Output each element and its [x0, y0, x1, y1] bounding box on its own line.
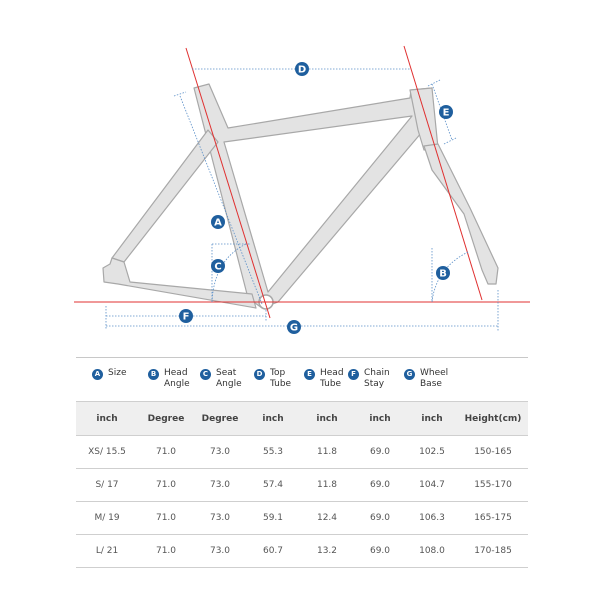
- table-header-row: [76, 402, 528, 436]
- legend-label-size: Size: [108, 368, 127, 378]
- table-cell: 69.0: [354, 436, 406, 469]
- table-cell: 155-170: [458, 469, 528, 502]
- svg-text:D: D: [297, 64, 307, 76]
- legend-label-head-tube: Head Tube: [320, 368, 344, 389]
- table-cell: 69.0: [354, 469, 406, 502]
- table-cell: M/ 19: [76, 502, 138, 535]
- table-row: [76, 535, 528, 568]
- legend-label-top-tube: Top Tube: [270, 368, 292, 389]
- legend-badge-b: B: [148, 369, 159, 380]
- legend-label-chain-stay: Chain Stay: [364, 368, 390, 389]
- table-cell: 170-185: [458, 535, 528, 568]
- dimension-legend: [76, 357, 528, 402]
- svg-text:B: B: [439, 268, 447, 280]
- svg-text:C: C: [214, 261, 222, 273]
- table-cell: 60.7: [246, 535, 300, 568]
- legend-badge-d: D: [254, 369, 265, 380]
- marker-g: [287, 320, 301, 334]
- legend-badge-c: C: [200, 369, 211, 380]
- svg-text:G: G: [289, 322, 299, 334]
- legend-badge-e: E: [304, 369, 315, 380]
- table-row: [76, 469, 528, 502]
- table-cell: 108.0: [406, 535, 458, 568]
- table-cell: XS/ 15.5: [76, 436, 138, 469]
- legend-item-b: [148, 368, 190, 390]
- marker-b: [436, 266, 450, 280]
- marker-c: [211, 259, 225, 273]
- table-cell: L/ 21: [76, 535, 138, 568]
- table-cell: 71.0: [138, 469, 194, 502]
- legend-item-c: [200, 368, 242, 390]
- legend-badge-f: F: [348, 369, 359, 380]
- header-wheel-base-unit: inch: [406, 402, 458, 436]
- table-cell: 73.0: [194, 502, 246, 535]
- legend-item-d: [254, 368, 291, 390]
- header-seat-angle-unit: Degree: [194, 402, 246, 436]
- table-cell: 165-175: [458, 502, 528, 535]
- marker-e: [439, 105, 453, 119]
- table-cell: 69.0: [354, 502, 406, 535]
- svg-text:A: A: [214, 217, 222, 229]
- table-cell: 13.2: [300, 535, 354, 568]
- table-cell: 104.7: [406, 469, 458, 502]
- legend-item-e: [304, 368, 344, 390]
- table-cell: 12.4: [300, 502, 354, 535]
- legend-label-seat-angle: Seat Angle: [216, 368, 242, 389]
- table-cell: S/ 17: [76, 469, 138, 502]
- legend-item-g: [404, 368, 448, 390]
- marker-f: [179, 309, 193, 323]
- table-cell: 71.0: [138, 502, 194, 535]
- legend-badge-g: G: [404, 369, 415, 380]
- fork: [424, 144, 498, 284]
- legend-badge-a: A: [92, 369, 103, 380]
- marker-a: [211, 215, 225, 229]
- table-row: [76, 436, 528, 469]
- header-head-angle-unit: Degree: [138, 402, 194, 436]
- chain-stay: [103, 258, 256, 308]
- geometry-spec-table: [76, 401, 528, 568]
- marker-d: [295, 62, 309, 76]
- table-cell: 69.0: [354, 535, 406, 568]
- table-cell: 71.0: [138, 436, 194, 469]
- table-cell: 106.3: [406, 502, 458, 535]
- table-cell: 11.8: [300, 436, 354, 469]
- table-cell: 55.3: [246, 436, 300, 469]
- table-cell: 59.1: [246, 502, 300, 535]
- table-cell: 11.8: [300, 469, 354, 502]
- table-cell: 73.0: [194, 469, 246, 502]
- header-rider-height: Height(cm): [458, 402, 528, 436]
- table-cell: 71.0: [138, 535, 194, 568]
- legend-item-f: [348, 368, 390, 390]
- legend-label-head-angle: Head Angle: [164, 368, 190, 389]
- header-top-tube-unit: inch: [246, 402, 300, 436]
- table-cell: 150-165: [458, 436, 528, 469]
- legend-label-wheel-base: Wheel Base: [420, 368, 449, 389]
- table-cell: 57.4: [246, 469, 300, 502]
- header-chain-stay-unit: inch: [354, 402, 406, 436]
- steering-axis: [404, 46, 482, 300]
- legend-item-a: [92, 368, 126, 380]
- table-row: [76, 502, 528, 535]
- header-size-unit: inch: [76, 402, 138, 436]
- table-cell: 73.0: [194, 535, 246, 568]
- table-cell: 73.0: [194, 436, 246, 469]
- seat-stay: [112, 130, 218, 262]
- svg-text:F: F: [182, 311, 190, 323]
- table-cell: 102.5: [406, 436, 458, 469]
- svg-text:E: E: [442, 107, 450, 119]
- header-head-tube-unit: inch: [300, 402, 354, 436]
